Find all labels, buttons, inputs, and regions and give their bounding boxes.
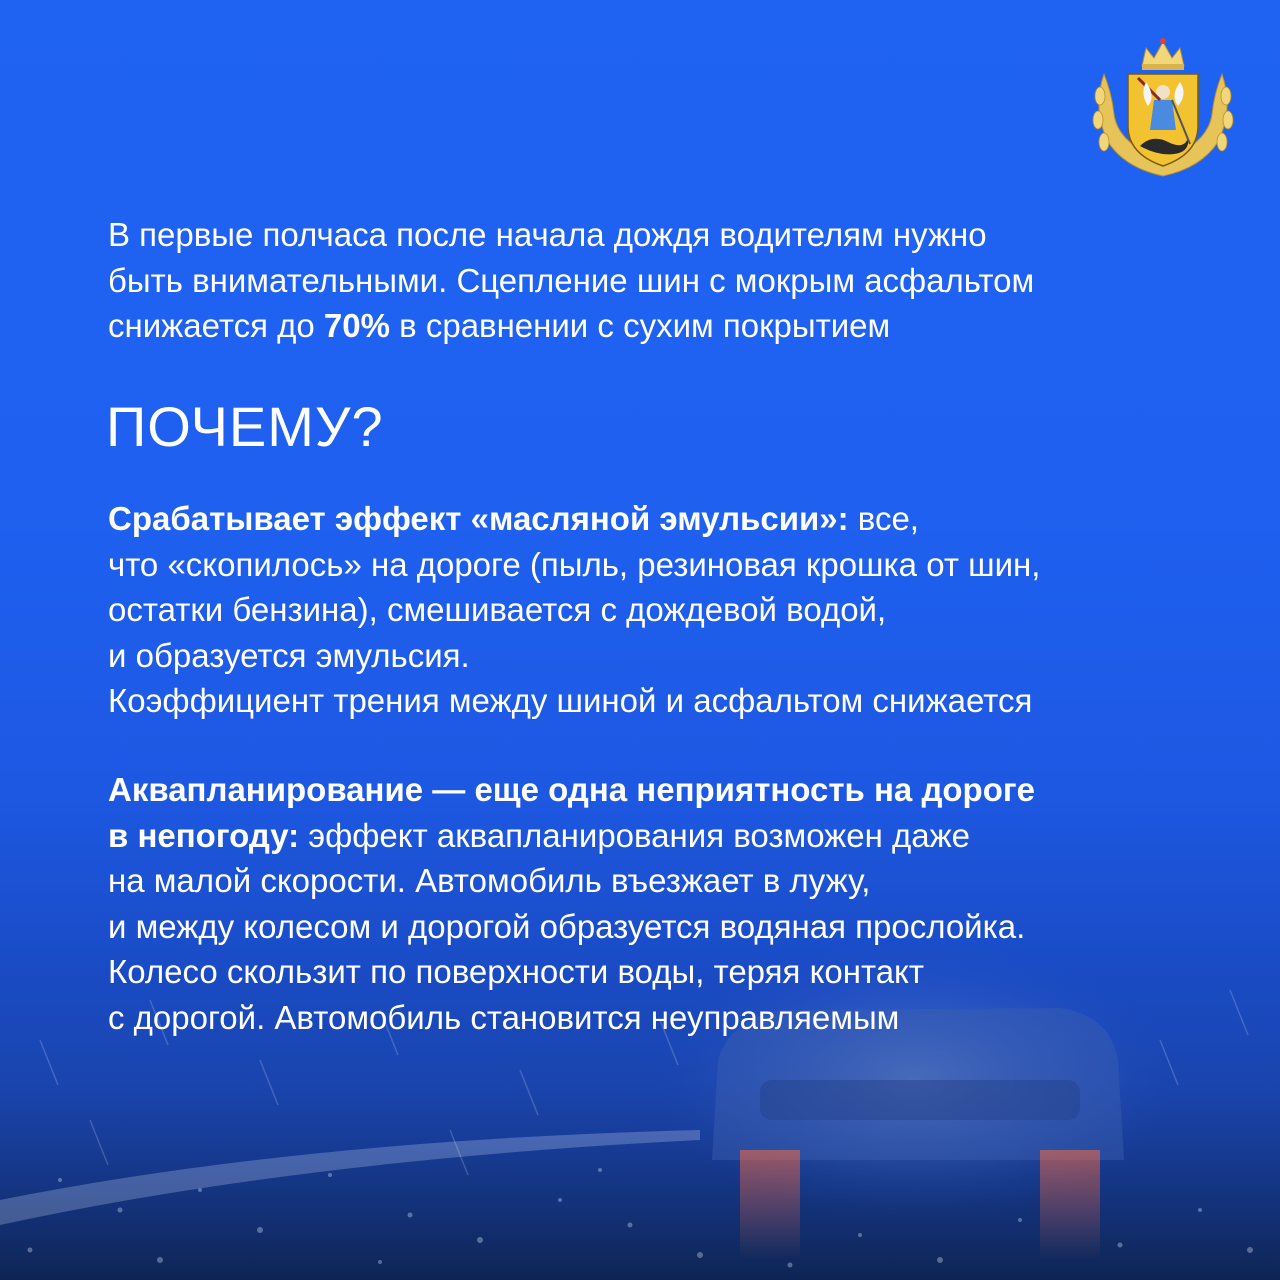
oil-emulsion-section bbox=[108, 496, 1238, 724]
section-line: Коэффициент трения между шиной и асфальтом снижается bbox=[108, 682, 1033, 719]
section-line: Колесо скользит по поверхности воды, теряя контакт bbox=[108, 953, 924, 990]
intro-line: В первые полчаса после начала дождя водителям нужно bbox=[108, 216, 987, 253]
coat-of-arms-logo bbox=[1090, 34, 1236, 180]
intro-line: быть внимательными. Сцепление шин с мокрым асфальтом bbox=[108, 261, 1035, 299]
section-title: в непогоду: bbox=[108, 816, 300, 854]
section-line: с дорогой. Автомобиль становится неуправляемым bbox=[108, 998, 900, 1036]
section-title: Срабатывает эффект «масляной эмульсии»: bbox=[108, 500, 849, 537]
section-line: остатки бензина), смешивается с дождевой водой, bbox=[108, 591, 887, 628]
intro-line bbox=[108, 303, 1238, 349]
section-line bbox=[108, 813, 1238, 859]
section-line: и образуется эмульсия. bbox=[108, 636, 470, 674]
percent-highlight: 70% bbox=[323, 307, 390, 344]
intro-text: в сравнении с сухим покрытием bbox=[389, 307, 891, 344]
section-heading: ПОЧЕМУ? bbox=[106, 395, 384, 458]
intro-text: снижается до bbox=[108, 307, 324, 344]
section-title: Аквапланирование — еще одна неприятность на дороге bbox=[108, 771, 1035, 808]
section-line bbox=[108, 496, 1238, 542]
section-line bbox=[108, 767, 1238, 813]
aquaplaning-section bbox=[108, 767, 1238, 1040]
section-line: на малой скорости. Автомобиль въезжает в лужу, bbox=[108, 862, 871, 899]
intro-paragraph bbox=[108, 212, 1238, 349]
section-line: что «скопилось» на дороге (пыль, резиновая крошка от шин, bbox=[108, 545, 1041, 583]
section-line: и между колесом и дорогой образуется водяная прослойка. bbox=[108, 907, 1026, 945]
section-text: все, bbox=[848, 500, 919, 537]
section-text: эффект аквапланирования возможен даже bbox=[299, 816, 971, 854]
